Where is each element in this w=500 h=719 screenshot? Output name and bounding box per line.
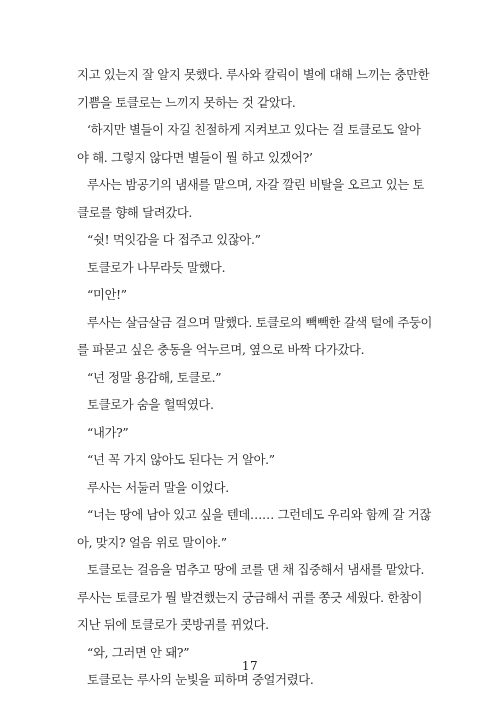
text-line: 를 파묻고 싶은 충동을 억누르며, 옆으로 바짝 다가갔다. [77,343,365,357]
text-line: 지난 뒤에 토클로가 콧방귀를 뀌었다. [77,618,269,632]
text-line: 아, 맞지? 얼음 위로 말이야.” [77,535,227,550]
text-line: 토클로는 걸음을 멈추고 땅에 코를 댄 채 집중해서 냄새를 맡았다. [87,563,425,577]
text-line: ‘하지만 별들이 자길 친절하게 지켜보고 있다는 걸 토클로도 알아 [87,123,421,137]
text-line: “미안!” [87,288,127,302]
text-line: “너는 땅에 남아 있고 싶을 텐데…… 그런데도 우리와 함께 갈 거잖 [87,508,431,522]
text-line: 루사는 밤공기의 냄새를 맡으며, 자갈 깔린 비탈을 오르고 있는 토 [87,178,425,192]
text-line: “쉿! 먹잇감을 다 접주고 있잖아.” [87,233,261,247]
page-number: 17 [241,659,259,673]
text-line: 토클로가 숨을 헐떡였다. [87,398,214,412]
text-line: 기쁨을 토클로는 느끼지 못하는 것 같았다. [77,95,296,110]
text-line: “내가?” [87,425,129,440]
text-line: “넌 정말 용감해, 토클로.” [87,370,222,385]
text-line: 루사는 토클로가 뭘 발견했는지 궁금해서 귀를 쫑긋 세웠다. 한참이 [77,590,423,605]
text-line: 루사는 서둘러 말을 이었다. [87,480,229,495]
text-line: 야 해. 그렇지 않다면 별들이 뭘 하고 있겠어?’ [77,150,313,165]
body-text [77,62,437,695]
text-line: “넌 꼭 가지 않아도 된다는 거 알아.” [87,453,275,467]
text-line: 토클로는 루사의 눈빛을 피하며 중얼거렸다. [87,673,314,687]
text-line: “와, 그러면 안 돼?” [87,645,190,660]
text-line: 토클로가 나무라듯 말했다. [87,260,226,275]
text-line: 지고 있는지 잘 알지 못했다. 루사와 칼릭이 별에 대해 느끼는 충만한 [77,68,430,82]
text-line: 루사는 살금살금 걸으며 말했다. 토클로의 빽빽한 갈색 털에 주둥이 [87,315,433,330]
text-line: 클로를 향해 달려갔다. [77,205,193,220]
